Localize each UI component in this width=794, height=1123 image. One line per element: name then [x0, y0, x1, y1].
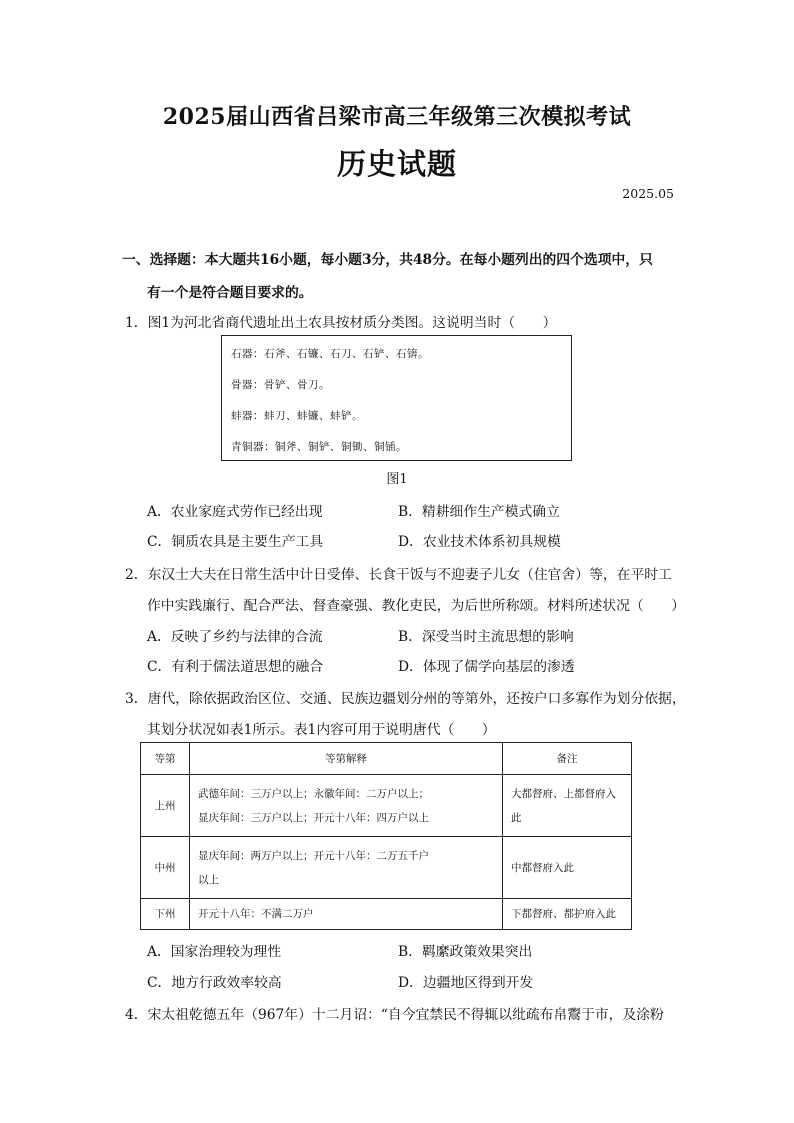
- q1-option-a: A．农业家庭式劳作已经出现: [147, 504, 323, 520]
- q3-table-explain-line: 以上: [198, 873, 219, 886]
- q3-table-header-note: 备注: [503, 743, 632, 775]
- q3-table-explain-line: 武德年间：三万户以上；永徽年间：二万户以上；: [198, 787, 429, 800]
- q2-option-a: A．反映了乡约与法律的合流: [147, 629, 323, 645]
- q3-table-header-grade: 等第: [141, 743, 190, 775]
- exam-date: 2025.05: [622, 186, 674, 201]
- q3-option-d: D．边疆地区得到开发: [398, 975, 534, 991]
- q1-figure-row-bone: 骨器：骨铲、骨刀。: [231, 379, 330, 391]
- q1-figure-box: [221, 335, 572, 461]
- q3-stem-line1: 3．唐代，除依据政治区位、交通、民族边疆划分州的等第外，还按户口多寡作为划分依据，: [125, 691, 686, 707]
- q3-table-explain: [190, 837, 503, 899]
- section-instruction-line1: 一、选择题：本大题共16小题，每小题3分，共48分。在每小题列出的四个选项中，只: [122, 252, 653, 268]
- q2-option-c: C．有利于儒法道思想的融合: [147, 659, 324, 675]
- table-row: [141, 899, 632, 930]
- q3-table-explain-line: 开元十八年：不满二万户: [198, 908, 314, 920]
- exam-title: 2025届山西省吕梁市高三年级第三次模拟考试: [162, 104, 632, 130]
- q1-option-c: C．铜质农具是主要生产工具: [147, 534, 324, 550]
- q2-stem-line2: 作中实践廉行、配合严法、督查豪强、教化吏民，为后世所称颂。材料所述状况（ ）: [147, 598, 686, 614]
- q1-figure-row-shell: 蚌器：蚌刀、蚌镰、蚌铲。: [231, 410, 363, 422]
- q1-figure-caption: 图1: [386, 472, 408, 487]
- q2-option-d: D．体现了儒学向基层的渗透: [398, 659, 575, 675]
- q2-stem-line1: 2．东汉士大夫在日常生活中计日受俸、长食干饭与不迎妻子儿女（住官舍）等，在平时工: [125, 567, 672, 583]
- subject-title: 历史试题: [336, 147, 457, 181]
- q3-table-note: 大都督府、上都督府入此: [503, 775, 632, 837]
- q3-table-explain: [190, 899, 503, 930]
- q3-table-grade: 上州: [141, 775, 190, 837]
- q3-table-note: 下都督府、都护府入此: [503, 899, 632, 930]
- q3-stem-line2: 其划分状况如表1所示。表1内容可用于说明唐代（ ）: [147, 722, 496, 738]
- q2-option-b: B．深受当时主流思想的影响: [398, 629, 574, 645]
- q3-table-header-explain: 等第解释: [190, 743, 503, 775]
- q1-figure-row-stone: 石器：石斧、石镰、石刀、石铲、石锛。: [231, 348, 429, 360]
- q3-table-grade: 下州: [141, 899, 190, 930]
- q3-option-b: B．羁縻政策效果突出: [398, 944, 533, 960]
- q3-option-a: A．国家治理较为理性: [147, 944, 282, 960]
- q1-stem: 1．图1为河北省商代遗址出土农具按材质分类图。这说明当时（ ）: [125, 315, 557, 331]
- q4-stem-line1: 4．宋太祖乾德五年（967年）十二月诏：“自今宜禁民不得辄以纰疏布帛鬻于市，及涂粉: [125, 1007, 664, 1023]
- q1-figure-row-bronze: 青铜器：铜斧、铜铲、铜锄、铜锸。: [231, 441, 407, 453]
- table-row: [141, 837, 632, 899]
- q3-table-explain: [190, 775, 503, 837]
- q3-option-c: C．地方行政效率较高: [147, 975, 282, 991]
- table-row: [141, 775, 632, 837]
- section-instruction-line2: 有一个是符合题目要求的。: [147, 285, 313, 301]
- q3-table: [140, 742, 632, 930]
- q1-option-b: B．精耕细作生产模式确立: [398, 504, 560, 520]
- q3-table-explain-line: 显庆年间：两万户以上；开元十八年：二万五千户: [198, 849, 429, 862]
- q3-table-note: 中都督府入此: [503, 837, 632, 899]
- q3-table-explain-line: 显庆年间：三万户以上；开元十八年：四万户以上: [198, 811, 429, 824]
- q3-table-grade: 中州: [141, 837, 190, 899]
- q3-table-header-row: [141, 743, 632, 775]
- q1-option-d: D．农业技术体系初具规模: [398, 534, 561, 550]
